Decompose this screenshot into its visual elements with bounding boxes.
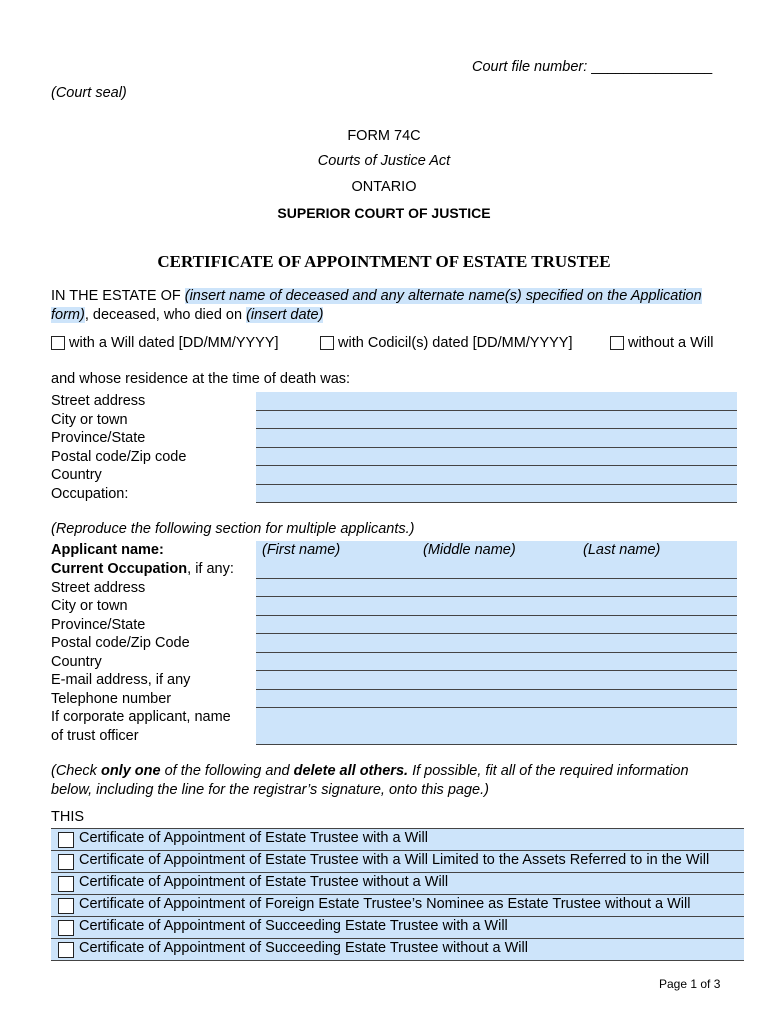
- no-will-option-label: without a Will: [628, 335, 714, 351]
- residence-label: Province/State: [51, 430, 146, 446]
- certificate-checkbox[interactable]: [58, 832, 74, 848]
- applicant-label: Province/State: [51, 616, 146, 633]
- certificate-checkbox[interactable]: [58, 920, 74, 936]
- death-date-field[interactable]: (insert date): [246, 307, 324, 323]
- residence-label: Street address: [51, 393, 146, 409]
- applicant-label: City or town: [51, 598, 128, 614]
- will-option-2[interactable]: [320, 335, 573, 351]
- province-name: ONTARIO: [351, 179, 417, 195]
- occupation-label: [51, 560, 234, 579]
- certificate-option[interactable]: [51, 850, 744, 872]
- applicant-row: [51, 653, 737, 672]
- corporate-label-line2: of trust officer: [51, 727, 139, 744]
- applicant-label: Telephone number: [51, 690, 172, 707]
- middle-name-field[interactable]: (Middle name): [423, 542, 516, 558]
- applicant-street-field[interactable]: [256, 579, 737, 598]
- estate-middle: , deceased, who died on: [84, 307, 243, 323]
- residence-city-field[interactable]: [256, 411, 737, 430]
- certificate-option[interactable]: [51, 872, 744, 894]
- applicant-label: Street address: [51, 579, 146, 596]
- certificate-option[interactable]: [51, 828, 744, 850]
- instr-text-4: below, including the line for the registrar’s signature, onto this page.): [51, 782, 489, 798]
- occupation-label-bold: Current Occupation: [51, 561, 188, 577]
- residence-row: [51, 411, 737, 430]
- this-label: THIS: [51, 809, 85, 825]
- applicant-email-field[interactable]: [256, 671, 737, 690]
- court-seal-label: (Court seal): [51, 85, 127, 101]
- certificate-option-label: Certificate of Appointment of Estate Trustee with a Will Limited to the Assets Referred to in the Will: [79, 852, 710, 868]
- estate-prefix: IN THE ESTATE OF: [51, 288, 181, 304]
- residence-postal-field[interactable]: [256, 448, 737, 467]
- court-name: SUPERIOR COURT OF JUSTICE: [277, 205, 491, 221]
- trust-officer-field[interactable]: [256, 708, 737, 745]
- applicant-city-field[interactable]: [256, 597, 737, 616]
- certificate-options: [51, 828, 744, 961]
- applicant-label: E-mail address, if any: [51, 672, 191, 688]
- certificate-option-label: Certificate of Appointment of Estate Trustee with a Will: [79, 830, 428, 846]
- deceased-name-field[interactable]: (insert name of deceased and any alternate name(s) specified on the Application form): [51, 288, 702, 323]
- form-number: FORM 74C: [347, 128, 421, 144]
- residence-street-field[interactable]: [256, 392, 737, 411]
- applicant-row: [51, 597, 737, 616]
- applicant-name-field: [256, 541, 737, 560]
- applicant-row: [51, 579, 737, 598]
- certificate-checkbox[interactable]: [58, 854, 74, 870]
- applicant-label: Country: [51, 653, 102, 670]
- certificate-option-label: Certificate of Appointment of Succeeding Estate Trustee with a Will: [79, 918, 508, 934]
- applicant-postal-field[interactable]: [256, 634, 737, 653]
- applicant-row: [51, 616, 737, 635]
- court-file-blank[interactable]: _______________: [591, 59, 713, 75]
- applicant-occupation-row: [51, 560, 737, 579]
- corporate-label: [51, 708, 231, 745]
- applicant-occupation-field[interactable]: [256, 560, 737, 579]
- occupation-label-rest: , if any:: [187, 561, 234, 577]
- certificate-option-label: Certificate of Appointment of Foreign Estate Trustee’s Nominee as Estate Trustee without a Will: [79, 896, 691, 912]
- applicant-province-field[interactable]: [256, 616, 737, 635]
- applicant-note: (Reproduce the following section for multiple applicants.): [51, 521, 415, 537]
- certificate-option-label: Certificate of Appointment of Estate Trustee without a Will: [79, 874, 449, 890]
- estate-statement: [51, 287, 741, 325]
- page-number: Page 1 of 3: [659, 977, 721, 991]
- instr-bold-1: only one: [100, 763, 161, 779]
- certificate-option[interactable]: [51, 894, 744, 916]
- codicil-option-checkbox[interactable]: [320, 336, 334, 350]
- residence-country-field[interactable]: [256, 466, 737, 485]
- corporate-label-line1: If corporate applicant, name: [51, 709, 231, 725]
- will-option-checkbox[interactable]: [51, 336, 65, 350]
- will-option-3[interactable]: [610, 335, 713, 351]
- court-file-label: Court file number:: [472, 59, 588, 75]
- applicant-corporate-row: [51, 708, 737, 745]
- residence-label: Country: [51, 467, 102, 483]
- certificate-option-label: Certificate of Appointment of Succeeding Estate Trustee without a Will: [79, 940, 528, 956]
- certificate-checkbox[interactable]: [58, 898, 74, 914]
- last-name-field[interactable]: (Last name): [583, 542, 661, 558]
- instr-text-1: (Check: [51, 763, 101, 779]
- applicant-row: [51, 634, 737, 653]
- certificate-option[interactable]: [51, 938, 744, 961]
- residence-intro: and whose residence at the time of death was:: [51, 371, 351, 387]
- codicil-option-label: with Codicil(s) dated [DD/MM/YYYY]: [338, 335, 573, 351]
- certificate-checkbox[interactable]: [58, 942, 74, 958]
- applicant-row: [51, 690, 737, 709]
- will-option-label: with a Will dated [DD/MM/YYYY]: [69, 335, 279, 351]
- act-name: Courts of Justice Act: [317, 153, 451, 169]
- residence-label: Postal code/Zip code: [51, 448, 187, 465]
- applicant-name-label: Applicant name:: [51, 542, 164, 558]
- form-title: CERTIFICATE OF APPOINTMENT OF ESTATE TRUSTEE: [157, 252, 611, 271]
- residence-row: [51, 392, 737, 411]
- residence-row: [51, 466, 737, 485]
- will-option-1[interactable]: [51, 335, 279, 351]
- applicant-label: Postal code/Zip Code: [51, 635, 190, 651]
- selection-instructions: [51, 762, 751, 800]
- residence-row: [51, 448, 737, 467]
- certificate-option[interactable]: [51, 916, 744, 938]
- residence-row: [51, 429, 737, 448]
- residence-occupation-field[interactable]: [256, 485, 737, 504]
- applicant-name-row: [51, 541, 737, 560]
- residence-row: [51, 485, 737, 504]
- residence-label: Occupation:: [51, 485, 129, 502]
- first-name-field[interactable]: (First name): [262, 542, 341, 558]
- residence-label: City or town: [51, 411, 128, 428]
- court-file-number: [472, 59, 712, 75]
- residence-province-field[interactable]: [256, 429, 737, 448]
- instr-text-2: of the following and: [160, 763, 294, 779]
- instr-bold-2: delete all others.: [293, 763, 409, 779]
- applicant-country-field[interactable]: [256, 653, 737, 672]
- no-will-option-checkbox[interactable]: [610, 336, 624, 350]
- applicant-telephone-field[interactable]: [256, 690, 737, 709]
- certificate-checkbox[interactable]: [58, 876, 74, 892]
- applicant-row: [51, 671, 737, 690]
- instr-text-3: If possible, fit all of the required information: [408, 763, 689, 779]
